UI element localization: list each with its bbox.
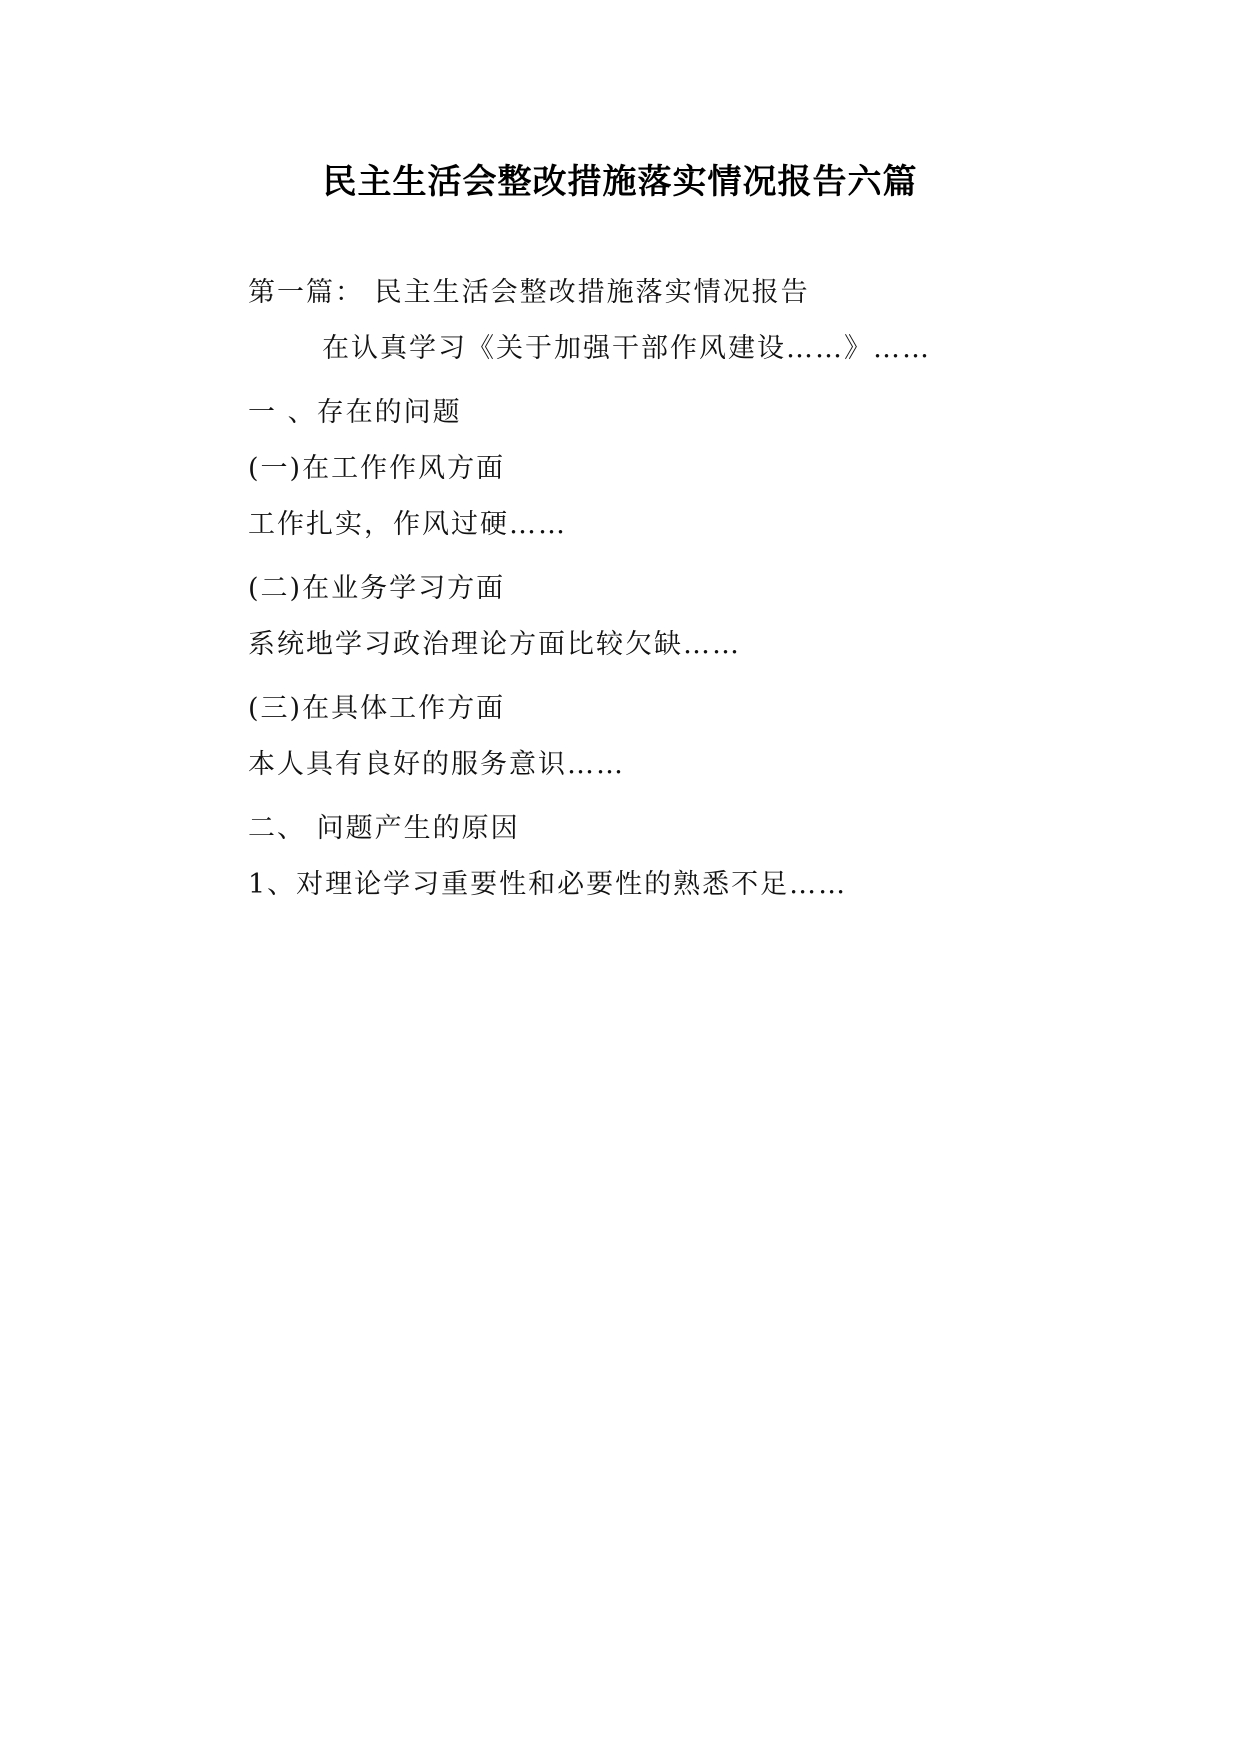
intro-excerpt: 在认真学习《关于加强干部作风建设……》……	[322, 333, 931, 364]
chapter-heading: 第一篇： 民主生活会整改措施落实情况报告	[248, 277, 810, 308]
section-heading-causes: 二、 问题产生的原因	[248, 813, 520, 844]
subsection-excerpt-work-style: 工作扎实，作风过硬……	[248, 509, 567, 540]
section-excerpt-causes: 1、对理论学习重要性和必要性的熟悉不足……	[248, 869, 848, 900]
document-body	[192, 270, 1052, 926]
subsection-excerpt-study: 系统地学习政治理论方面比较欠缺……	[248, 629, 741, 660]
subsection-heading-work-style: (一)在工作作风方面	[248, 453, 506, 484]
document-title: 民主生活会整改措施落实情况报告六篇	[322, 162, 918, 202]
subsection-heading-specific-work: (三)在具体工作方面	[248, 693, 506, 724]
subsection-heading-study: (二)在业务学习方面	[248, 573, 506, 604]
section-heading-problems: 一 、存在的问题	[248, 397, 462, 428]
subsection-excerpt-specific-work: 本人具有良好的服务意识……	[248, 749, 625, 780]
